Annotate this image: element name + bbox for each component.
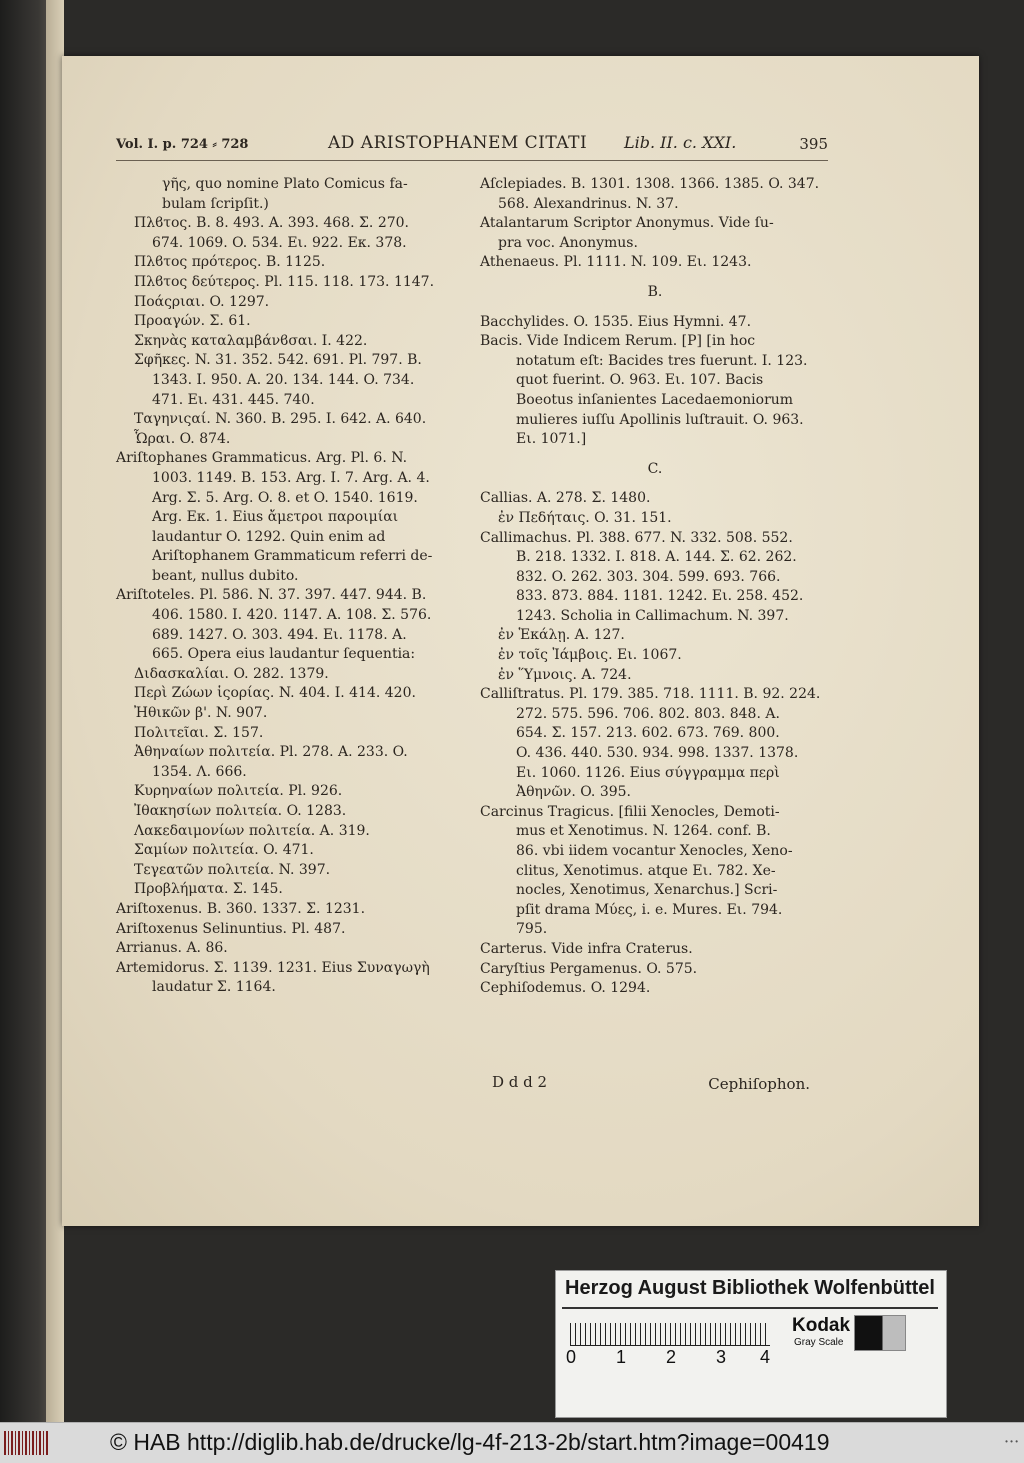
ruler-digit: 3 bbox=[716, 1347, 727, 1367]
index-line: ἐν τοῖς Ἰάμβοις. Eι. 1067. bbox=[498, 647, 682, 664]
index-entry: Cephiſodemus. O. 1294. bbox=[480, 980, 651, 997]
index-line: 674. 1069. O. 534. Eι. 922. Eκ. 378. bbox=[152, 234, 407, 251]
index-entry: Carcinus Tragicus. [filii Xenocles, Demoti- bbox=[480, 803, 780, 820]
index-line: mulieres iuſſu Apollinis luſtrauit. O. 963. bbox=[516, 411, 804, 428]
index-line: clitus, Xenotimus. atque Eι. 782. Xe- bbox=[516, 862, 776, 879]
card-divider bbox=[562, 1307, 938, 1309]
index-line: 795. bbox=[516, 921, 548, 938]
ruler-digit: 0 bbox=[566, 1347, 577, 1367]
index-line: Eι. 1060. 1126. Eius σύγγραμμα περὶ bbox=[516, 764, 780, 781]
index-line: 654. Σ. 157. 213. 602. 673. 769. 800. bbox=[516, 725, 780, 742]
volume-reference: Vol. I. p. 724 ⸗ 728 bbox=[116, 137, 249, 152]
index-entry: Callias. A. 278. Σ. 1480. bbox=[480, 490, 651, 507]
index-line: Περὶ Ζώων ἱςορίας. N. 404. I. 414. 420. bbox=[134, 685, 416, 702]
index-line: Λακεδαιμονίων πολιτεία. A. 319. bbox=[134, 822, 370, 839]
library-name: Herzog August Bibliothek Wolfenbüttel bbox=[565, 1277, 935, 1299]
signature-mark: D d d 2 bbox=[492, 1073, 548, 1091]
index-line: Κυρηναίων πολιτεία. Pl. 926. bbox=[134, 783, 343, 800]
index-line: nocles, Xenotimus, Xenarchus.] Scri- bbox=[516, 882, 778, 899]
index-line: bulam ſcripſit.) bbox=[162, 195, 269, 212]
page-number: 395 bbox=[799, 135, 828, 153]
index-line: 1243. Scholia in Callimachum. N. 397. bbox=[516, 607, 789, 624]
index-line: Ὧραι. O. 874. bbox=[134, 430, 231, 447]
index-line: notatum eſt: Bacides tres fuerunt. I. 123. bbox=[516, 352, 808, 369]
ruler-digit: 1 bbox=[616, 1347, 627, 1367]
hab-logo-icon bbox=[4, 1431, 50, 1455]
index-line: ἐν Ἑκάλῃ. A. 127. bbox=[498, 627, 625, 644]
index-line: 1343. I. 950. A. 20. 134. 144. O. 734. bbox=[152, 371, 415, 388]
index-line: 1003. 1149. B. 153. Arg. I. 7. Arg. A. 4. bbox=[152, 469, 430, 486]
index-line: Arg. Σ. 5. Arg. O. 8. et O. 1540. 1619. bbox=[152, 489, 418, 506]
right-column bbox=[480, 175, 830, 999]
kodak-logo: Kodak bbox=[792, 1315, 851, 1336]
index-line: Boeotus inſanientes Lacedaemoniorum bbox=[516, 391, 794, 408]
index-line: Προαγών. Σ. 61. bbox=[134, 313, 251, 330]
index-line: Ἠθικῶν β'. N. 907. bbox=[134, 705, 268, 722]
index-entry: Carterus. Vide infra Craterus. bbox=[480, 940, 693, 957]
catchword: Cephiſophon. bbox=[708, 1075, 810, 1093]
index-line: ἐν Πεδήταις. O. 31. 151. bbox=[498, 509, 672, 526]
index-line: Διδασκαλίαι. O. 282. 1379. bbox=[134, 665, 329, 682]
index-line: Ἀθηνῶν. O. 395. bbox=[516, 784, 631, 801]
index-line: 689. 1427. O. 303. 494. Eι. 1178. A. bbox=[152, 626, 407, 643]
index-entry: Calliſtratus. Pl. 179. 385. 718. 1111. B. 92. 224. bbox=[480, 686, 821, 703]
index-line: 1354. Λ. 666. bbox=[152, 763, 247, 780]
index-entry: Callimachus. Pl. 388. 677. N. 332. 508. 552. bbox=[480, 529, 793, 546]
index-line: Πλϐτος πρότερος. B. 1125. bbox=[134, 254, 326, 271]
index-line: pra voc. Anonymus. bbox=[498, 234, 638, 251]
index-line: beant, nullus dubito. bbox=[152, 567, 299, 584]
gray-swatch bbox=[854, 1315, 906, 1351]
ruler-digit: 4 bbox=[760, 1347, 771, 1367]
index-line: O. 436. 440. 530. 934. 998. 1337. 1378. bbox=[516, 745, 799, 762]
index-line: 406. 1580. I. 420. 1147. A. 108. Σ. 576. bbox=[152, 607, 432, 624]
index-line: Σφῆκες. N. 31. 352. 542. 691. Pl. 797. B. bbox=[134, 352, 422, 369]
index-line: Πλϐτος δεύτερος. Pl. 115. 118. 173. 1147. bbox=[134, 273, 435, 290]
index-line: Arg. Eκ. 1. Eius ἄμετροι παροιμίαι bbox=[152, 509, 399, 526]
left-background bbox=[0, 0, 64, 1422]
index-entry: Bacchylides. O. 1535. Eius Hymni. 47. bbox=[480, 313, 752, 330]
index-line: mus et Xenotimus. N. 1264. conf. B. bbox=[516, 823, 771, 840]
index-line: γῆς, quo nomine Plato Comicus fa- bbox=[162, 176, 408, 192]
index-line: Ταγηνιςαί. N. 360. B. 295. I. 642. A. 640. bbox=[134, 411, 427, 428]
ruler-digit: 2 bbox=[666, 1347, 677, 1367]
index-line: laudatur Σ. 1164. bbox=[152, 979, 276, 996]
index-line: 272. 575. 596. 706. 802. 803. 848. A. bbox=[516, 705, 780, 722]
index-entry: Aſclepiades. B. 1301. 1308. 1366. 1385. O. 347. bbox=[480, 176, 820, 192]
index-line: Πολιτεῖαι. Σ. 157. bbox=[134, 724, 264, 741]
index-line: Ποάςριαι. O. 1297. bbox=[134, 293, 270, 310]
index-line: laudantur O. 1292. Quin enim ad bbox=[152, 528, 386, 545]
index-line: Σκηνὰς καταλαμβάνϐσαι. I. 422. bbox=[134, 332, 368, 349]
index-line: Σαμίων πολιτεία. O. 471. bbox=[134, 842, 314, 859]
index-entry: Ariſtophanes Grammaticus. Arg. Pl. 6. N. bbox=[116, 450, 408, 467]
index-line: ἐν Ὕμνοις. A. 724. bbox=[498, 666, 632, 683]
section-letter: B. bbox=[647, 283, 663, 300]
index-line: B. 218. 1332. I. 818. A. 144. Σ. 62. 262. bbox=[516, 549, 797, 566]
index-line: 568. Alexandrinus. N. 37. bbox=[498, 195, 679, 212]
index-line: 665. Opera eius laudantur ſequentia: bbox=[152, 646, 416, 663]
left-column bbox=[116, 175, 466, 998]
copyright-url: © HAB http://diglib.hab.de/drucke/lg-4f-213-2b/start.htm?image=00419 bbox=[110, 1429, 830, 1455]
color-card bbox=[555, 1270, 947, 1418]
index-line: Ἀθηναίων πολιτεία. Pl. 278. A. 233. O. bbox=[134, 744, 408, 761]
index-line: Προβλήματα. Σ. 145. bbox=[134, 881, 283, 898]
index-entry: Artemidorus. Σ. 1139. 1231. Eius Συναγωγὴ bbox=[116, 959, 430, 976]
index-line: 833. 873. 884. 1181. 1242. Eι. 258. 452. bbox=[516, 588, 804, 605]
index-line: quot fuerint. O. 963. Eι. 107. Bacis bbox=[516, 372, 764, 389]
index-entry: Arrianus. A. 86. bbox=[116, 940, 228, 957]
footer-bar bbox=[0, 1422, 1024, 1463]
index-entry: Ariſtoxenus. B. 360. 1337. Σ. 1231. bbox=[116, 900, 366, 917]
index-entry: Athenaeus. Pl. 1111. N. 109. Eι. 1243. bbox=[480, 254, 752, 271]
index-entry: Ariſtoteles. Pl. 586. N. 37. 397. 447. 944. B. bbox=[116, 587, 427, 604]
index-line: 832. O. 262. 303. 304. 599. 693. 766. bbox=[516, 568, 781, 585]
section-letter: C. bbox=[647, 460, 663, 477]
running-header bbox=[116, 133, 828, 159]
index-line: Ἰθακησίων πολιτεία. O. 1283. bbox=[134, 803, 347, 819]
index-line: Eι. 1071.] bbox=[516, 431, 587, 448]
index-line: Τεγεατῶν πολιτεία. N. 397. bbox=[134, 861, 331, 878]
running-title: AD ARISTOPHANEM CITATI bbox=[328, 133, 588, 153]
index-line: 471. Eι. 431. 445. 740. bbox=[152, 391, 315, 408]
index-entry: Ariſtoxenus Selinuntius. Pl. 487. bbox=[116, 920, 346, 937]
index-line: Πλϐτος. B. 8. 493. A. 393. 468. Σ. 270. bbox=[134, 215, 409, 232]
index-entry: Bacis. Vide Indicem Rerum. [P] [in hoc bbox=[480, 333, 756, 350]
index-line: pſit drama Μύες, i. e. Mures. Eι. 794. bbox=[516, 901, 783, 918]
index-entry: Atalantarum Scriptor Anonymus. Vide ſu- bbox=[480, 215, 774, 232]
gray-scale-label: Gray Scale bbox=[794, 1337, 844, 1348]
header-rule bbox=[116, 160, 828, 161]
book-chapter: Lib. II. c. XXI. bbox=[624, 133, 737, 152]
index-line: 86. vbi iidem vocantur Xenocles, Xeno- bbox=[516, 843, 793, 859]
ruler-scale bbox=[570, 1323, 770, 1346]
index-line: Ariſtophanem Grammaticum referri de- bbox=[152, 548, 433, 565]
footer-dots: • • • bbox=[1005, 1437, 1018, 1446]
index-entry: Caryſtius Pergamenus. O. 575. bbox=[480, 960, 698, 977]
